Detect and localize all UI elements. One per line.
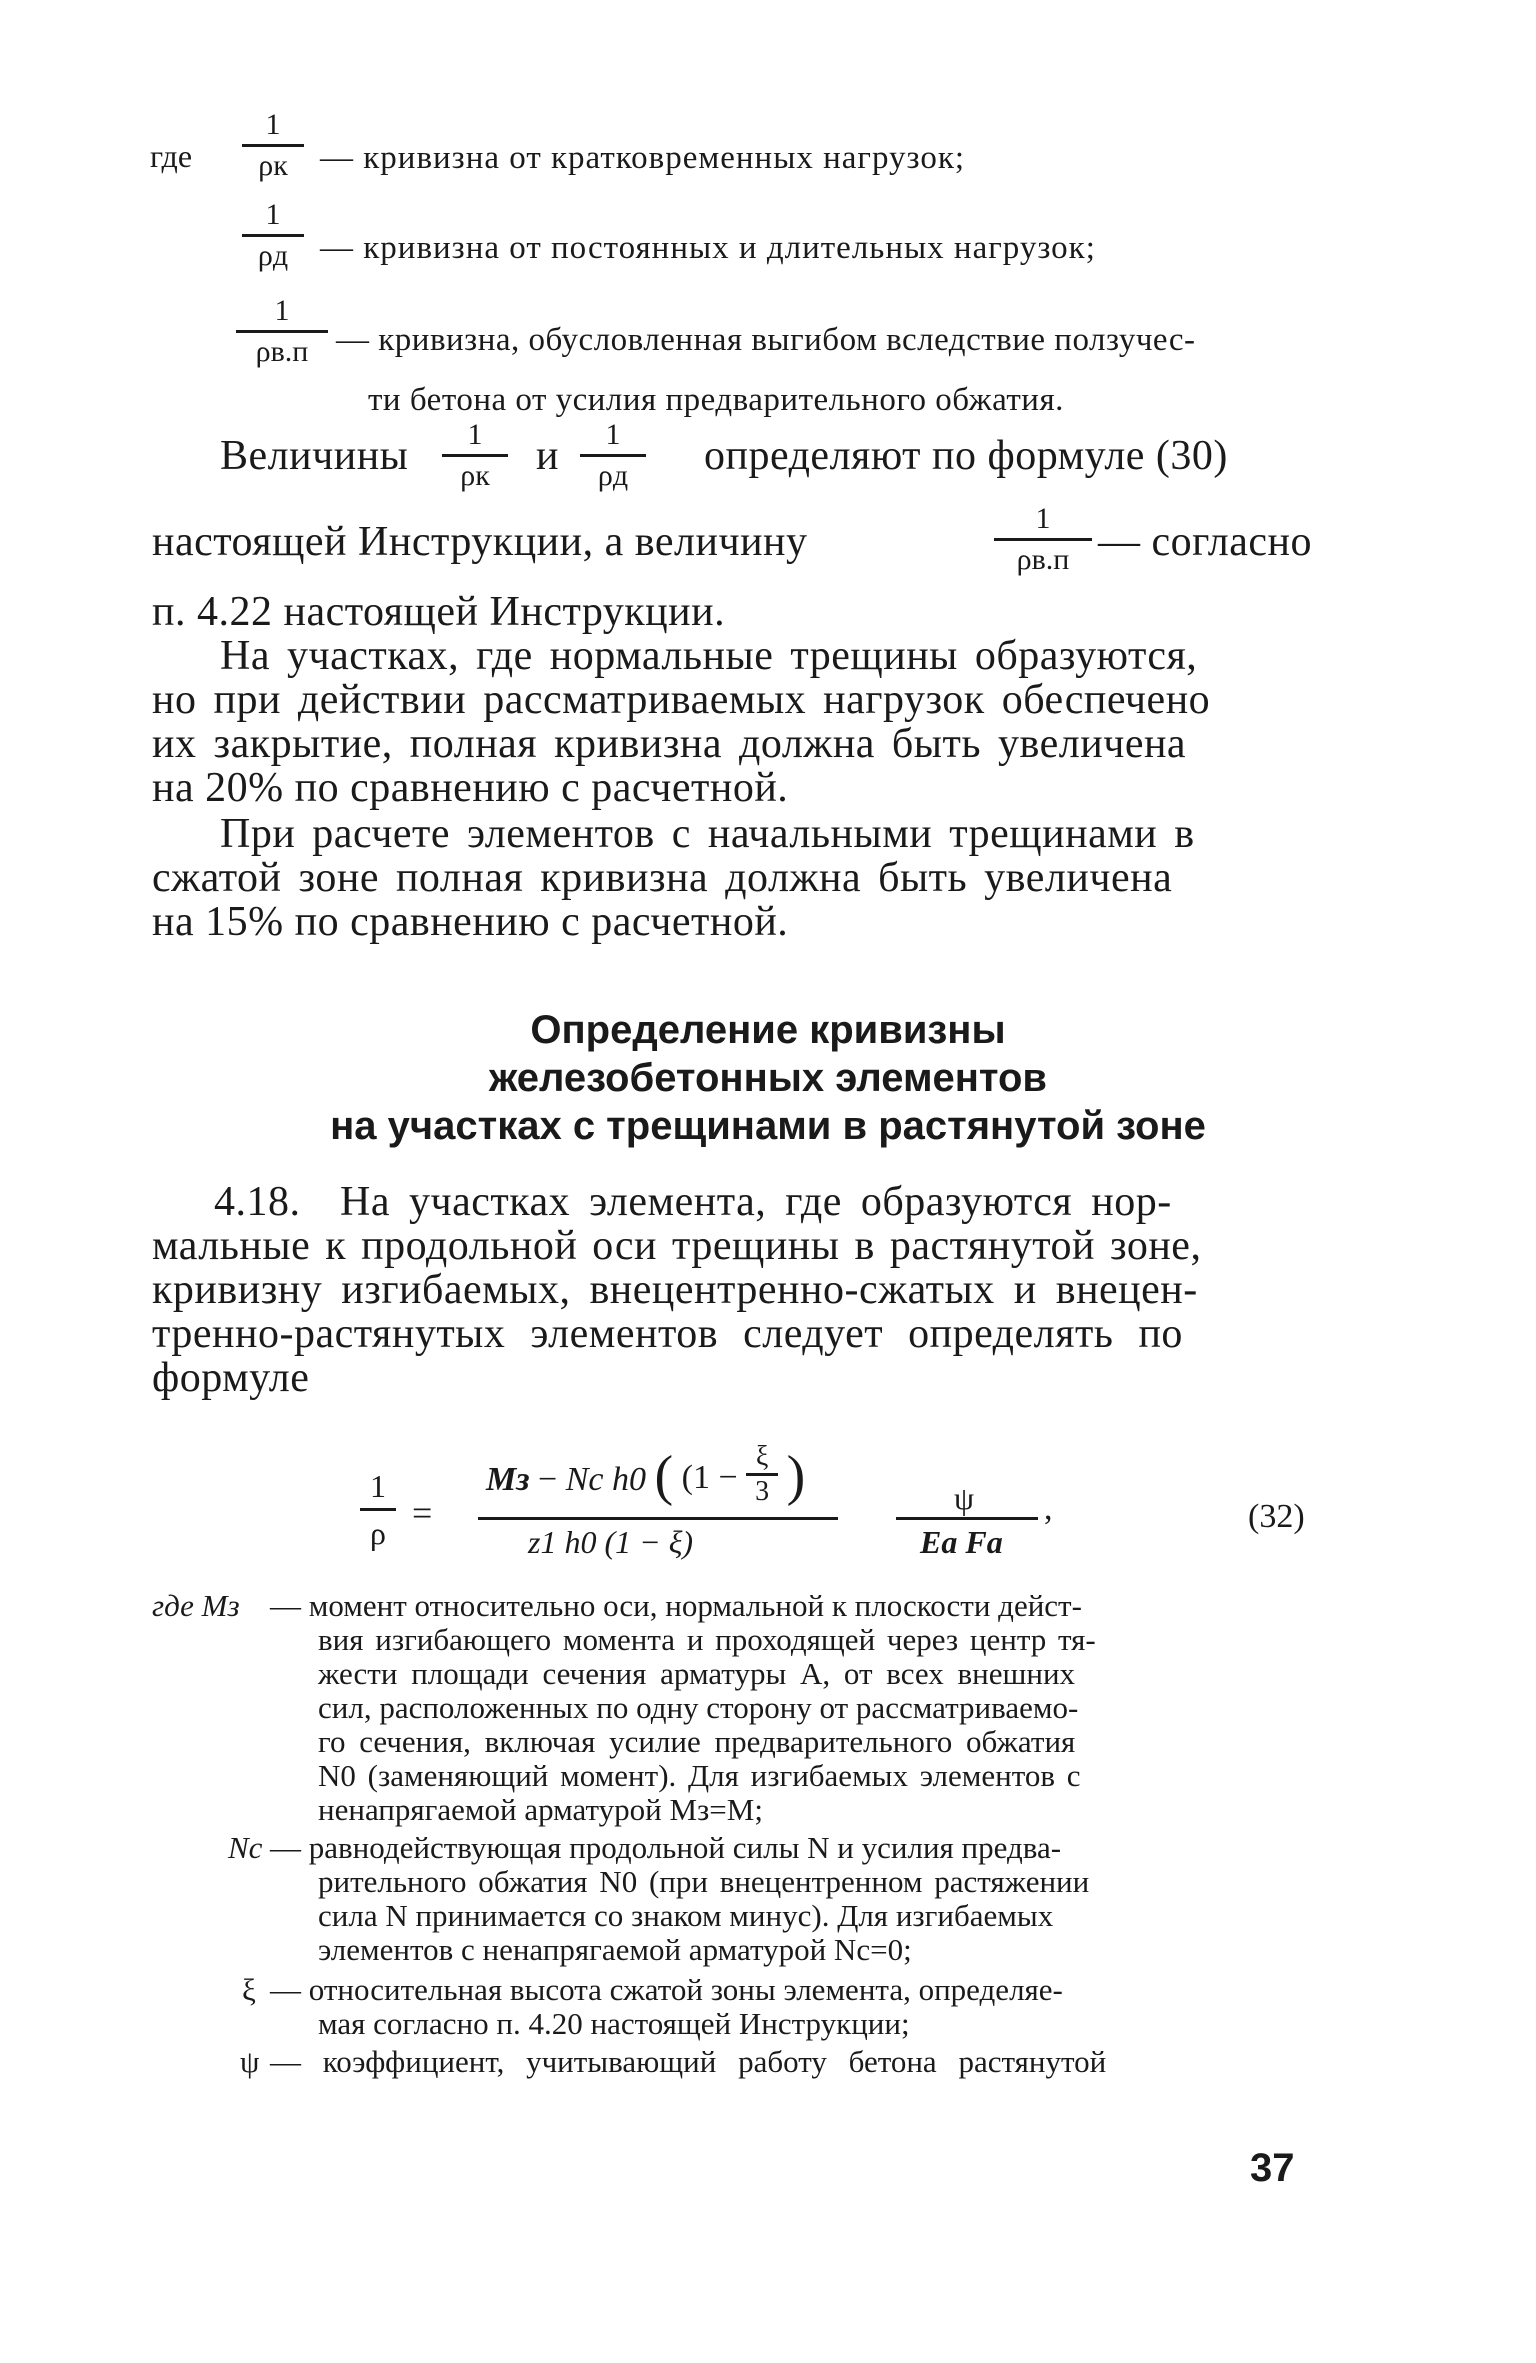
- where-line: жести площади сечения арматуры A, от всех внешних: [318, 1656, 1076, 1691]
- fraction-denominator: ρв.п: [1016, 543, 1070, 576]
- formula-number: (32): [1248, 1498, 1305, 1535]
- fraction-one-over-rho-d-inline: [580, 420, 646, 491]
- moment-symbol: Mз: [486, 1461, 530, 1498]
- section-heading-line: железобетонных элементов: [488, 1056, 1048, 1100]
- where-label-nc: Nc: [228, 1830, 263, 1865]
- big-paren-open: (: [654, 1445, 674, 1507]
- three-denominator: 3: [755, 1475, 770, 1507]
- para3-line: на 15% по сравнению с расчетной.: [152, 899, 789, 945]
- section-line: мальные к продольной оси трещины в растянутой зоне,: [152, 1223, 1202, 1269]
- where-line: — коэффициент, учитывающий работу бетона растянутой: [270, 2044, 1107, 2079]
- definition-creep-line2: ти бетона от усилия предварительного обжатия.: [368, 382, 1064, 418]
- formula-main-bar: [478, 1517, 838, 1520]
- lhs-bar: [360, 1508, 396, 1511]
- fraction-one-over-rho-vp-inline: [994, 504, 1092, 575]
- para1-line2-end: — согласно: [1098, 519, 1312, 565]
- fraction-one-over-rho-vp: [236, 296, 328, 367]
- definition-short-term: — кривизна от кратковременных нагрузок;: [320, 140, 966, 176]
- where-label-psi: ψ: [240, 2044, 260, 2079]
- fraction-numerator: 1: [605, 418, 621, 451]
- fraction-bar: [580, 454, 646, 457]
- and-word: и: [536, 433, 559, 479]
- xi-numerator: ξ: [755, 1440, 769, 1472]
- formula-comma: ,: [1044, 1490, 1053, 1527]
- section-line: тренно-растянутых элементов следует определять по: [152, 1311, 1183, 1357]
- minus-sign: −: [538, 1461, 558, 1498]
- where-line: вия изгибающего момента и проходящей через центр тя-: [318, 1622, 1096, 1657]
- section-number: 4.18.: [214, 1179, 301, 1225]
- where-line: элементов с ненапрягаемой арматурой Nc=0;: [318, 1932, 912, 1967]
- where-line: сил, расположенных по одну сторону от рассматриваемо-: [318, 1690, 1079, 1725]
- nc-symbol: Nc: [565, 1461, 604, 1498]
- where-line: мая согласно п. 4.20 настоящей Инструкции;: [318, 2006, 910, 2041]
- fraction-denominator: ρк: [258, 149, 288, 182]
- fraction-one-over-rho-k-inline: [442, 420, 508, 491]
- section-line: формуле: [152, 1355, 310, 1401]
- fraction-numerator: 1: [265, 108, 281, 141]
- fraction-denominator: ρд: [597, 459, 629, 492]
- fraction-numerator: 1: [467, 418, 483, 451]
- where-line: N0 (заменяющий момент). Для изгибаемых элементов с: [318, 1758, 1081, 1793]
- fraction-bar: [442, 454, 508, 457]
- formula-equals: =: [412, 1493, 433, 1533]
- big-paren-close: ): [786, 1445, 806, 1507]
- where-line: — относительная высота сжатой зоны элемента, определяе-: [270, 1972, 1063, 2007]
- determined-text: определяют по формуле (30): [704, 433, 1228, 479]
- fraction-one-over-rho-k: [242, 110, 304, 181]
- values-word: Величины: [220, 433, 409, 479]
- fraction-bar: [236, 330, 328, 333]
- xi-over-three: [746, 1440, 778, 1507]
- fraction-numerator: 1: [274, 294, 290, 327]
- para3-line: сжатой зоне полная кривизна должна быть увеличена: [152, 855, 1173, 901]
- where-label-mz: где Mз: [152, 1588, 240, 1623]
- page-number: 37: [1250, 2146, 1295, 2190]
- section-line: кривизну изгибаемых, внецентренно-сжатых и внецен-: [152, 1267, 1198, 1313]
- para2-line: но при действии рассматриваемых нагрузок обеспечено: [152, 677, 1211, 723]
- para1-line3: п. 4.22 настоящей Инструкции.: [152, 589, 726, 635]
- formula-lhs: [360, 1470, 396, 1549]
- fraction-numerator: 1: [265, 198, 281, 231]
- lhs-numerator: 1: [370, 1468, 386, 1504]
- fraction-denominator: ρд: [257, 239, 289, 272]
- formula-32: [360, 1420, 1360, 1570]
- where-line: ненапрягаемой арматурой Mз=M;: [318, 1792, 763, 1827]
- fraction-bar: [242, 144, 304, 147]
- h0-symbol: h0: [611, 1461, 646, 1498]
- where-line: го сечения, включая усилие предварительного обжатия: [318, 1724, 1076, 1759]
- para1-line2-start: настоящей Инструкции, а величину: [152, 519, 808, 565]
- where-label-xi: ξ: [242, 1972, 256, 2007]
- where-line: сила N принимается со знаком минус). Для изгибаемых: [318, 1898, 1054, 1933]
- fraction-numerator: 1: [1035, 502, 1051, 535]
- fraction-bar: [994, 538, 1092, 541]
- section-line: На участках элемента, где образуются нор-: [340, 1179, 1172, 1225]
- formula-main-denominator: z1 h0 (1 − ξ): [528, 1524, 694, 1560]
- where-line: — момент относительно оси, нормальной к плоскости дейст-: [270, 1588, 1082, 1623]
- formula-second-bar: [896, 1517, 1038, 1520]
- fraction-denominator: ρв.п: [255, 335, 309, 368]
- fraction-one-over-rho-d: [242, 200, 304, 271]
- definition-long-term: — кривизна от постоянных и длительных нагрузок;: [320, 230, 1096, 266]
- fraction-denominator: ρк: [460, 459, 490, 492]
- para3-line: При расчете элементов с начальными трещинами в: [220, 811, 1195, 857]
- para2-line: На участках, где нормальные трещины образуются,: [220, 633, 1198, 679]
- para2-line: их закрытие, полная кривизна должна быть увеличена: [152, 721, 1187, 767]
- where-line: — равнодействующая продольной силы N и усилия предва-: [270, 1830, 1062, 1865]
- lhs-denominator: ρ: [370, 1515, 386, 1551]
- formula-main-numerator: [486, 1440, 805, 1514]
- ea-fa-symbol: Eа Fа: [920, 1524, 1003, 1560]
- fraction-bar: [242, 234, 304, 237]
- section-heading-line: Определение кривизны: [530, 1008, 1006, 1052]
- one-minus: (1 −: [681, 1459, 738, 1496]
- definition-creep-line1: — кривизна, обусловленная выгибом вследствие ползучес-: [336, 322, 1196, 358]
- para2-line: на 20% по сравнению с расчетной.: [152, 765, 789, 811]
- where-label: где: [150, 138, 193, 174]
- where-line: рительного обжатия N0 (при внецентренном растяжении: [318, 1864, 1090, 1899]
- section-heading-line: на участках с трещинами в растянутой зоне: [330, 1104, 1206, 1148]
- psi-symbol: ψ: [954, 1480, 975, 1516]
